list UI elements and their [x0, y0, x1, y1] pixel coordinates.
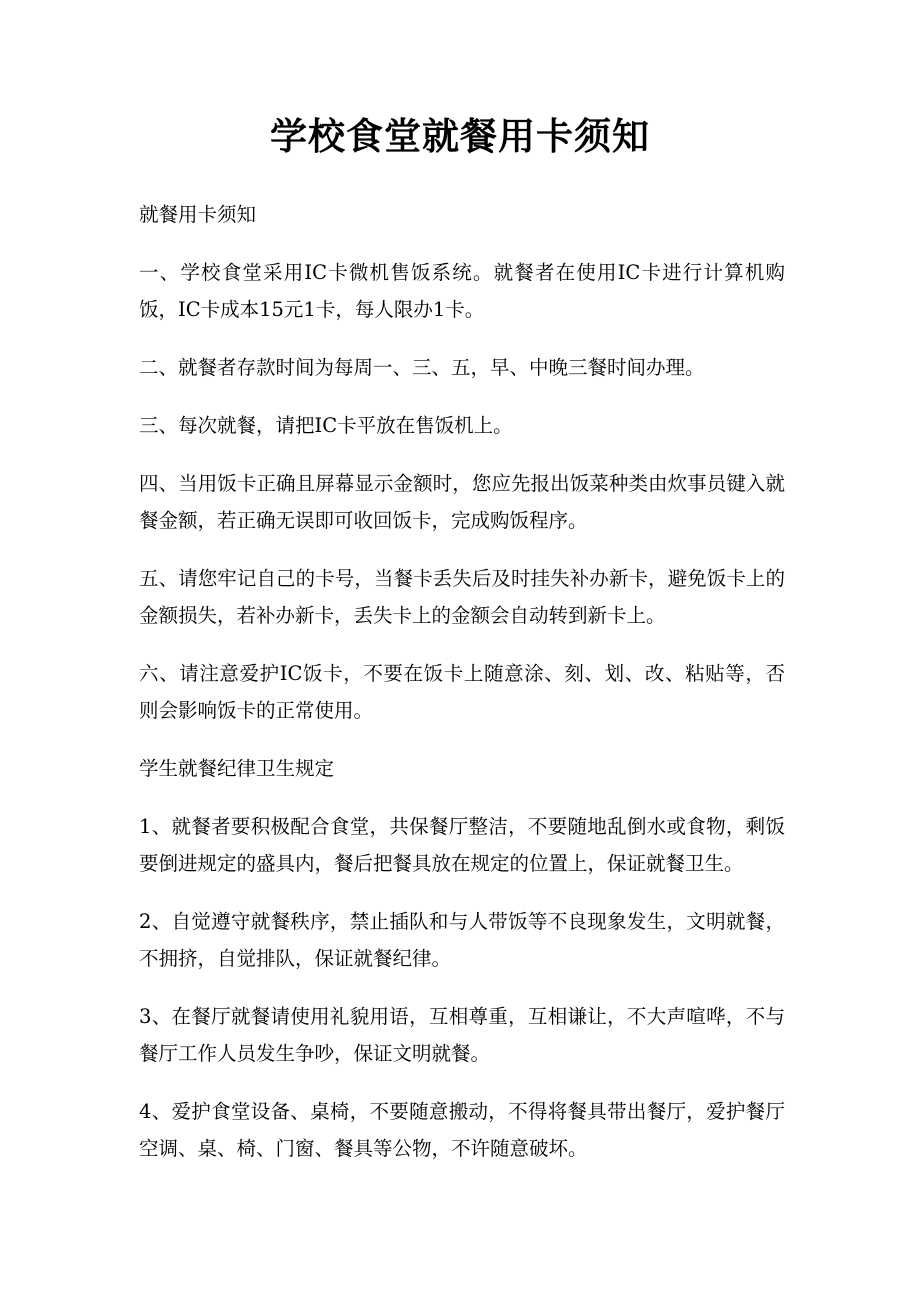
paragraph-rule-1: 一、学校食堂采用IC卡微机售饭系统。就餐者在使用IC卡进行计算机购饭，IC卡成本15元1卡，每人限办1卡。	[139, 261, 785, 321]
paragraph-rule-5: 五、请您牢记自己的卡号，当餐卡丢失后及时挂失补办新卡，避免饭卡上的金额损失，若补办新卡，丢失卡上的金额会自动转到新卡上。	[139, 567, 785, 627]
paragraph-rule-2: 二、就餐者存款时间为每周一、三、五，早、中晚三餐时间办理。	[139, 356, 705, 379]
document-body	[139, 196, 785, 1188]
paragraph-rule-6: 六、请注意爱护IC饭卡，不要在饭卡上随意涂、刻、划、改、粘贴等，否则会影响饭卡的正常使用。	[139, 662, 785, 722]
document-title: 学校食堂就餐用卡须知	[270, 114, 650, 158]
paragraph-section-heading-discipline: 学生就餐纪律卫生规定	[139, 757, 335, 780]
paragraph-section-heading-card: 就餐用卡须知	[139, 203, 257, 226]
paragraph-discipline-2: 2、自觉遵守就餐秩序，禁止插队和与人带饭等不良现象发生，文明就餐，不拥挤，自觉排队，保证就餐纪律。	[139, 910, 785, 970]
paragraph-discipline-4: 4、爱护食堂设备、桌椅，不要随意搬动，不得将餐具带出餐厅，爱护餐厅空调、桌、椅、门窗、餐具等公物，不许随意破坏。	[139, 1100, 785, 1160]
paragraph-rule-3: 三、每次就餐，请把IC卡平放在售饭机上。	[139, 414, 513, 437]
paragraph-rule-4: 四、当用饭卡正确且屏幕显示金额时，您应先报出饭菜种类由炊事员键入就餐金额，若正确无误即可收回饭卡，完成购饭程序。	[139, 472, 785, 532]
paragraph-discipline-3: 3、在餐厅就餐请使用礼貌用语，互相尊重，互相谦让，不大声喧哗，不与餐厅工作人员发生争吵，保证文明就餐。	[139, 1005, 785, 1065]
paragraph-discipline-1: 1、就餐者要积极配合食堂，共保餐厅整洁，不要随地乱倒水或食物，剩饭要倒进规定的盛具内，餐后把餐具放在规定的位置上，保证就餐卫生。	[139, 815, 785, 875]
